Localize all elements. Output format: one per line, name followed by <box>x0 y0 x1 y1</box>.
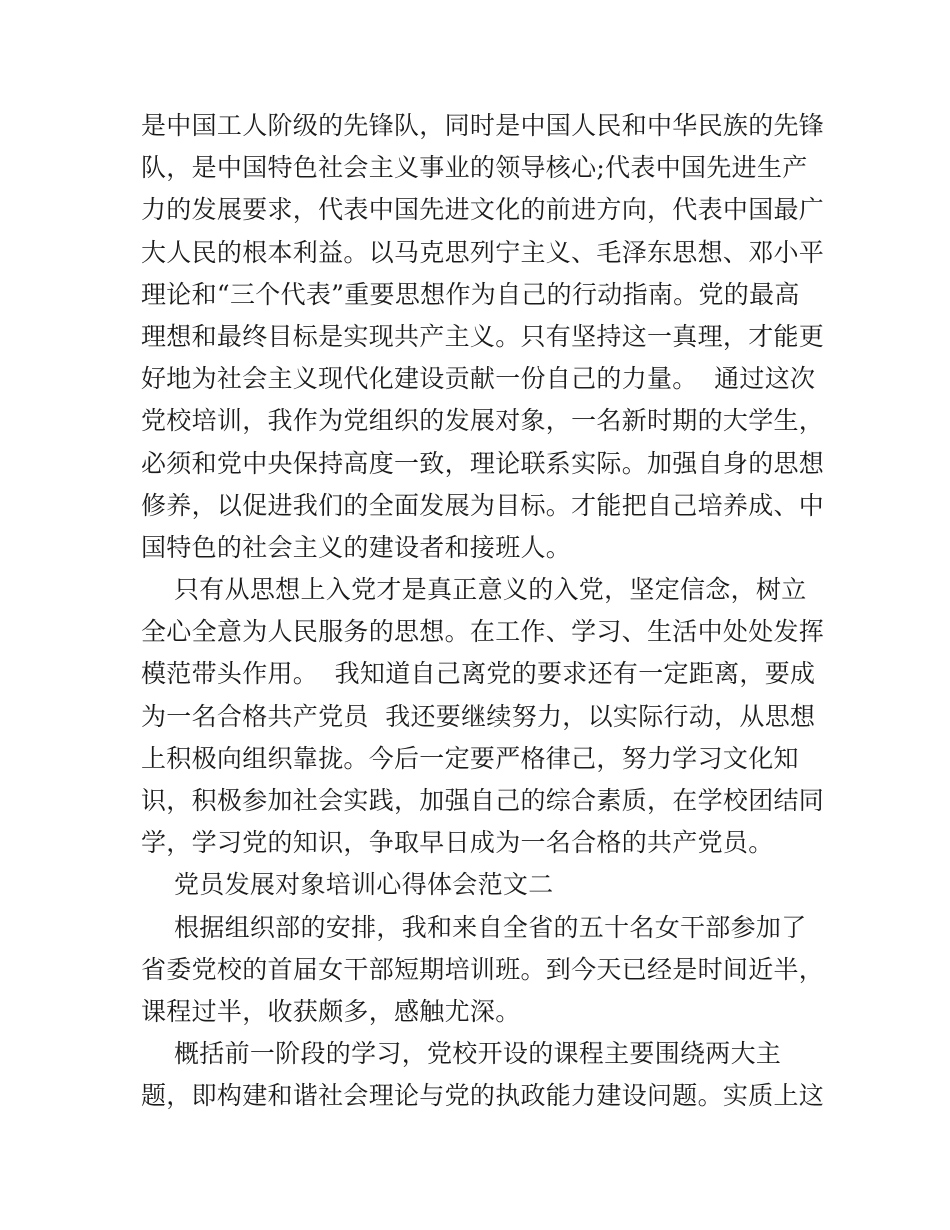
text-line: 只有从思想上入党才是真正意义的入党，坚定信念，树立 <box>141 575 807 605</box>
text-line: 概括前一阶段的学习，党校开设的课程主要围绕两大主 <box>141 1039 782 1069</box>
text-line: 全心全意为人民服务的思想。在工作、学习、生活中处处发挥 <box>141 617 825 647</box>
section-heading: 党员发展对象培训心得体会范文二 <box>141 870 554 900</box>
text-line: 修养，以促进我们的全面发展为目标。才能把自己培养成、中 <box>141 490 825 520</box>
text-line: 根据组织部的安排，我和来自全省的五十名女干部参加了 <box>141 912 807 942</box>
text-line: 上积极向组织靠拢。今后一定要严格律己，努力学习文化知 <box>141 743 799 773</box>
text-line: 理想和最终目标是实现共产主义。只有坚持这一真理，才能更 <box>141 321 825 351</box>
text-line: 课程过半，收获颇多，感触尤深。 <box>141 996 521 1026</box>
text-line: 国特色的社会主义的建设者和接班人。 <box>141 532 572 562</box>
text-line: 力的发展要求，代表中国先进文化的前进方向，代表中国最广 <box>141 195 825 225</box>
text-line: 省委党校的首届女干部短期培训班。到今天已经是时间近半， <box>141 954 825 984</box>
body-text <box>141 105 825 1118</box>
text-line: 学，学习党的知识，争取早日成为一名合格的共产党员。 <box>141 828 774 858</box>
text-line: 党校培训，我作为党组织的发展对象，一名新时期的大学生， <box>141 406 825 436</box>
text-line: 理论和“三个代表”重要思想作为自己的行动指南。党的最高 <box>141 279 800 309</box>
text-line: 队，是中国特色社会主义事业的领导核心;代表中国先进生产 <box>141 153 808 183</box>
text-line: 为一名合格共产党员 我还要继续努力，以实际行动，从思想 <box>141 701 816 731</box>
text-line: 是中国工人阶级的先锋队，同时是中国人民和中华民族的先锋 <box>141 111 825 140</box>
text-line: 模范带头作用。 我知道自己离党的要求还有一定距离，要成 <box>141 659 816 689</box>
text-line: 必须和党中央保持高度一致，理论联系实际。加强自身的思想 <box>141 448 825 478</box>
text-line: 好地为社会主义现代化建设贡献一份自己的力量。 通过这次 <box>141 364 816 394</box>
text-line: 识，积极参加社会实践，加强自己的综合素质，在学校团结同 <box>141 786 825 815</box>
text-line: 大人民的根本利益。以马克思列宁主义、毛泽东思想、邓小平 <box>141 237 825 267</box>
text-line: 题，即构建和谐社会理论与党的执政能力建设问题。实质上这 <box>141 1081 825 1111</box>
